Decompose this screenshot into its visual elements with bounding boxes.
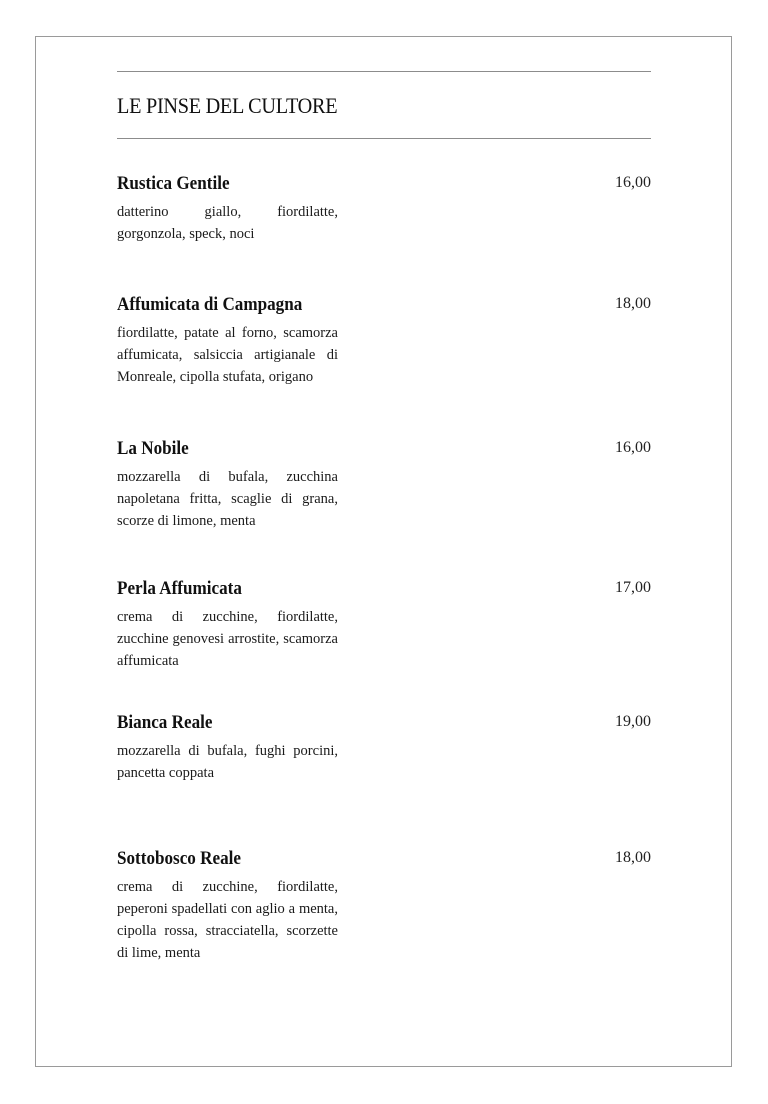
- top-divider: [117, 71, 651, 72]
- item-price: 17,00: [615, 579, 651, 596]
- menu-item-bianca-reale: [117, 711, 651, 784]
- item-price: 18,00: [615, 295, 651, 312]
- item-name: Affumicata di Campagna: [117, 294, 303, 315]
- item-description: crema di zucchine, fiordilatte, peperoni spadellati con aglio a menta, cipolla rossa, stracciatella, scorzette di lime, menta: [117, 879, 338, 961]
- item-name: La Nobile: [117, 438, 189, 459]
- item-price: 18,00: [615, 849, 651, 866]
- item-name: Bianca Reale: [117, 712, 213, 733]
- item-price: 16,00: [615, 439, 651, 456]
- menu-item-sottobosco-reale: [117, 847, 651, 964]
- item-description: crema di zucchine, fiordilatte, zucchine genovesi arrostite, scamorza affumicata: [117, 609, 338, 669]
- menu-item-la-nobile: [117, 437, 651, 532]
- item-name: Perla Affumicata: [117, 578, 242, 599]
- item-description: mozzarella di bufala, fughi porcini, pancetta coppata: [117, 743, 338, 781]
- menu-item-perla-affumicata: [117, 577, 651, 672]
- section-title: LE PINSE DEL CULTORE: [117, 93, 338, 118]
- item-description: fiordilatte, patate al forno, scamorza affumicata, salsiccia artigianale di Monreale, cipolla stufata, origano: [117, 325, 338, 385]
- item-description: datterino giallo, fiordilatte, gorgonzola, speck, noci: [117, 204, 338, 242]
- item-price: 19,00: [615, 713, 651, 730]
- item-name: Rustica Gentile: [117, 173, 230, 194]
- title-divider: [117, 138, 651, 139]
- item-price: 16,00: [615, 174, 651, 191]
- item-description: mozzarella di bufala, zucchina napoletana fritta, scaglie di grana, scorze di limone, menta: [117, 469, 338, 529]
- menu-item-rustica-gentile: [117, 172, 651, 245]
- menu-item-affumicata-di-campagna: [117, 293, 651, 388]
- item-name: Sottobosco Reale: [117, 848, 241, 869]
